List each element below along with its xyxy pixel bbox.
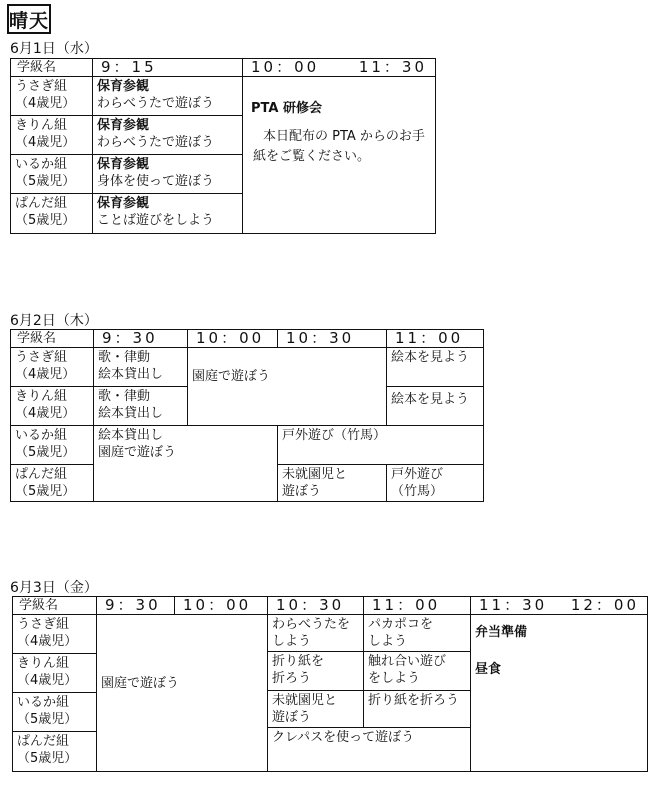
activity-usagi-song: 歌・律動 絵本貸出し	[93, 347, 188, 387]
class-panda: ぱんだ組 （5歳児）	[12, 731, 97, 772]
date-june-3: 6月3日（金）	[10, 580, 98, 596]
header-class-name: 学級名	[10, 58, 93, 77]
class-panda: ぱんだ組 （5歳児）	[10, 464, 94, 502]
pta-meeting-cell	[242, 76, 436, 234]
schedule-table-june-3	[12, 596, 648, 772]
activity-panda: 保育参観 ことば遊びをしよう	[92, 193, 243, 234]
activity-origami-2: 折り紙を折ろう	[363, 690, 471, 728]
activity-crayon-play: クレパスを使って遊ぼう	[267, 727, 471, 772]
header-time-930: 9：30	[93, 329, 188, 348]
lunch: 昼食	[475, 662, 502, 677]
activity-iruka: 保育参観 身体を使って遊ぼう	[92, 154, 243, 194]
class-iruka: いるか組 （5歳児）	[10, 154, 93, 194]
schedule-table-june-2	[10, 329, 484, 502]
activity-kirin-picture-book: 絵本を見よう	[386, 386, 484, 426]
lunch-cell	[470, 614, 648, 772]
activity-play-with-preschoolers: 未就園児と 遊ぼう	[267, 690, 364, 728]
class-panda: ぱんだ組 （5歳児）	[10, 193, 93, 234]
activity-usagi-picture-book: 絵本を見よう	[386, 347, 484, 387]
activity-outdoor-stilts: 戸外遊び（竹馬）	[277, 425, 484, 465]
header-time-915: 9：15	[92, 58, 243, 77]
class-kirin: きりん組 （4歳児）	[10, 115, 93, 155]
class-iruka: いるか組 （5歳児）	[10, 425, 94, 465]
header-time-1000: 10：00	[174, 596, 268, 615]
class-usagi: うさぎ組 （4歳児）	[10, 347, 94, 387]
activity-kirin: 保育参観 わらべうたで遊ぼう	[92, 115, 243, 155]
class-kirin: きりん組 （4歳児）	[10, 386, 94, 426]
activity-iruka-lending: 絵本貸出し 園庭で遊ぼう	[93, 425, 278, 502]
header-time-1030: 10：30	[277, 329, 387, 348]
activity-kirin-song: 歌・律動 絵本貸出し	[93, 386, 188, 426]
weather-label: 晴天	[7, 4, 51, 34]
activity-warabe-uta: わらべうたを しよう	[267, 614, 364, 652]
activity-pakapoko: パカポコを しよう	[363, 614, 471, 652]
header-time-1030: 10：30	[267, 596, 364, 615]
activity-garden-play: 園庭で遊ぼう	[96, 614, 268, 772]
activity-garden-play: 園庭で遊ぼう	[187, 347, 387, 426]
class-kirin: きりん組 （4歳児）	[12, 653, 97, 693]
header-time-930: 9：30	[96, 596, 175, 615]
header-class-name: 学級名	[10, 329, 94, 348]
header-time-1100: 11：00	[363, 596, 471, 615]
class-usagi: うさぎ組 （4歳児）	[12, 614, 97, 654]
activity-usagi: 保育参観 わらべうたで遊ぼう	[92, 76, 243, 116]
header-time-1100: 11：00	[386, 329, 484, 348]
header-time-1000: 10：00	[187, 329, 278, 348]
header-time-1130-1200: 11：30 12：00	[470, 596, 648, 615]
date-june-1: 6月1日（水）	[10, 41, 98, 57]
activity-play-with-preschoolers: 未就園児と 遊ぼう	[277, 464, 387, 502]
activity-origami: 折り紙を 折ろう	[267, 651, 364, 691]
header-time-1000-1130: 10：00 11：30	[242, 58, 436, 77]
lunch-prep: 弁当準備	[475, 625, 528, 640]
activity-outdoor-stilts-2: 戸外遊び （竹馬）	[386, 464, 484, 502]
header-class-name: 学級名	[12, 596, 97, 615]
class-usagi: うさぎ組 （4歳児）	[10, 76, 93, 116]
schedule-table-june-1	[10, 58, 436, 234]
pta-meeting-title: PTA 研修会	[251, 101, 322, 116]
pta-meeting-note: 本日配布の PTA からのお手紙をご覧ください。	[253, 129, 425, 164]
class-iruka: いるか組 （5歳児）	[12, 692, 97, 732]
activity-contact-play: 触れ合い遊び をしよう	[363, 651, 471, 691]
date-june-2: 6月2日（木）	[10, 313, 98, 329]
